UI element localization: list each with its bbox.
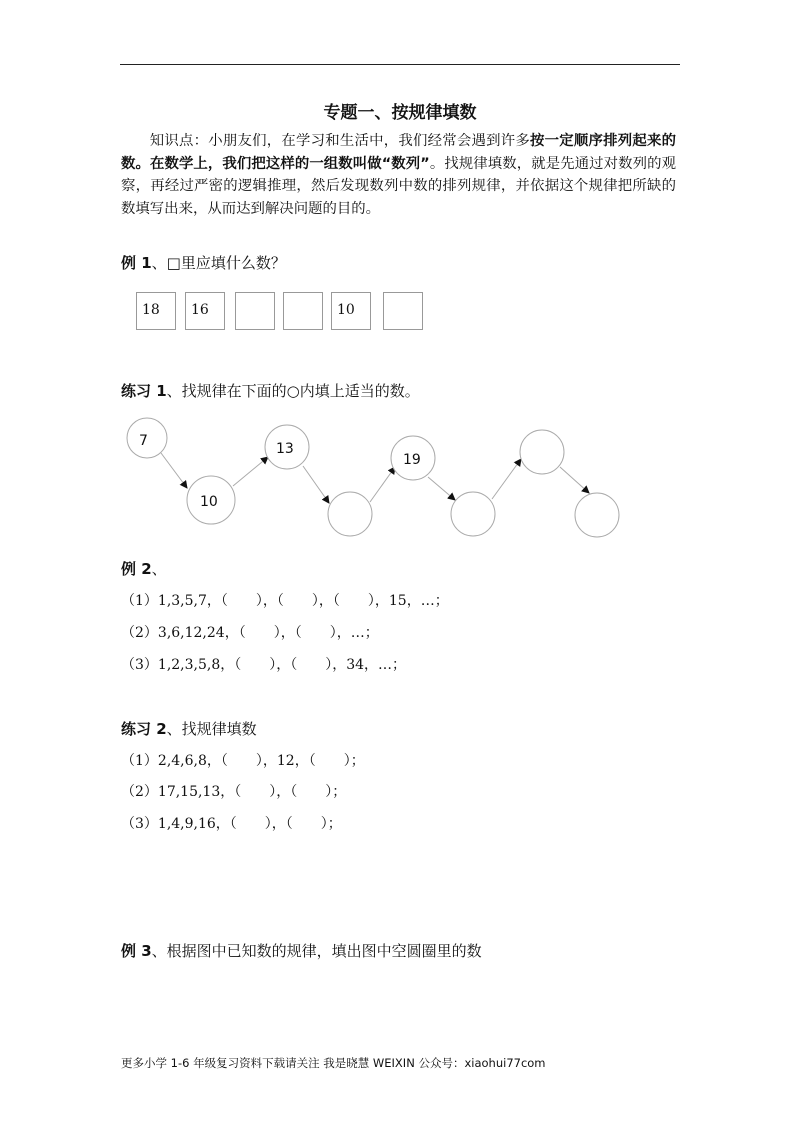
sequence-line: （3）1,4,9,16，（ ），（ ）； — [121, 816, 342, 832]
example3-text: 、根据图中已知数的规律，填出图中空圆圈里的数 — [151, 942, 482, 960]
connector-arrow — [492, 459, 521, 499]
page-footer: 更多小学 1-6 年级复习资料下载请关注 我是晓慧 WEIXIN 公众号：xiaohui77com — [121, 1056, 546, 1070]
circle-value: 10 — [200, 494, 218, 510]
connector-arrow — [303, 466, 329, 503]
connector-arrow — [428, 477, 455, 500]
sequence-line: （3）1,2,3,5,8，（ ），（ ），34，…； — [121, 657, 407, 673]
intro-bold: 按一定顺序排列起来的数。在数学上，我们把这样的一组数叫做“数列” — [121, 133, 676, 172]
intro-text-2: 。找规律填数，就是先通过对数列的观察，再经过严密的逻辑推理，然后发现数列中数的排列规律，并依据这个规律把所缺的数填写出来，从而达到解决问题的目的。 — [121, 155, 676, 217]
connector-arrow — [370, 467, 395, 502]
sequence-line: （1）2,4,6,8，（ ），12，（ ）； — [121, 753, 365, 769]
answer-box[interactable]: 18 — [136, 292, 176, 330]
practice1-label: 练习 1 — [121, 382, 167, 400]
number-circle[interactable] — [520, 430, 564, 474]
example3-heading — [121, 940, 482, 961]
practice2-heading — [121, 718, 257, 739]
zigzag-diagram — [0, 0, 800, 560]
circle-value: 13 — [276, 441, 294, 457]
sequence-line: （1）1,3,5,7，（ ），（ ），（ ），15，…； — [121, 593, 449, 609]
circle-value: 19 — [403, 452, 421, 468]
example2-text: 、 — [151, 560, 167, 578]
example1-text: 、□里应填什么数？ — [151, 254, 286, 272]
practice2-label: 练习 2 — [121, 720, 167, 738]
number-circle[interactable] — [328, 492, 372, 536]
intro-text-1: 知识点：小朋友们，在学习和生活中，我们经常会遇到许多 — [149, 133, 530, 149]
example2-heading — [121, 558, 167, 579]
example2-label: 例 2 — [121, 560, 152, 578]
number-circle[interactable] — [451, 492, 495, 536]
example1-label: 例 1 — [121, 254, 152, 272]
sequence-line: （2）3,6,12,24，（ ），（ ），…； — [121, 625, 379, 641]
practice2-text: 、找规律填数 — [166, 720, 257, 738]
circle-value: 7 — [139, 433, 148, 449]
connector-arrow — [233, 457, 268, 486]
practice1-text: 、找规律在下面的○内填上适当的数。 — [166, 382, 420, 400]
connector-arrow — [161, 453, 187, 488]
number-circle[interactable] — [575, 493, 619, 537]
answer-box[interactable]: 10 — [331, 292, 371, 330]
answer-box[interactable]: 16 — [185, 292, 225, 330]
page-title: 专题一、按规律填数 — [323, 103, 477, 123]
example3-label: 例 3 — [121, 942, 152, 960]
sequence-line: （2）17,15,13，（ ），（ ）； — [121, 784, 347, 800]
connector-arrow — [560, 467, 589, 493]
